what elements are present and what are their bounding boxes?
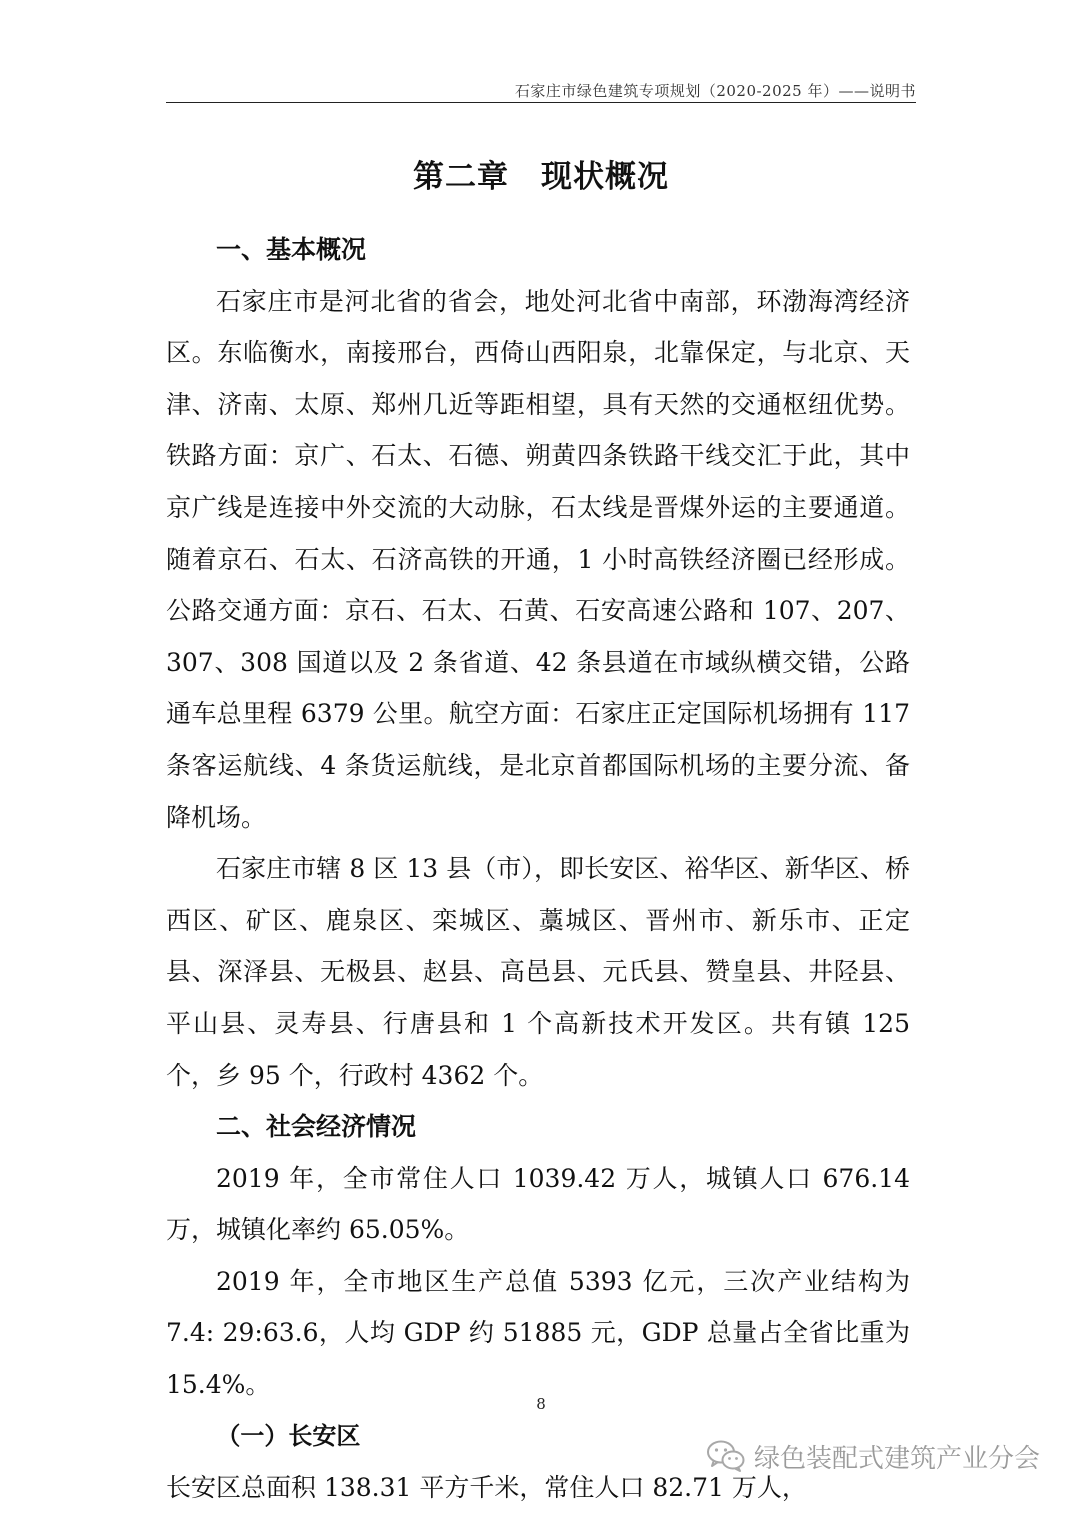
header-divider <box>166 102 916 103</box>
section-heading-basic: 一、基本概况 <box>216 235 367 264</box>
running-header: 石家庄市绿色建筑专项规划（2020-2025 年）——说明书 <box>514 82 916 100</box>
chapter-title: 第二章 现状概况 <box>413 158 669 195</box>
paragraph-population: 2019 年，全市常住人口 1039.42 万人，城镇人口 676.14 万，城镇化率约 65.05%。 <box>166 1163 910 1245</box>
document-body <box>166 224 910 1514</box>
paragraph-administrative-divisions: 石家庄市辖 8 区 13 县（市），即长安区、裕华区、新华区、桥西区、矿区、鹿泉区、栾城区、藁城区、晋州市、新乐市、正定县、深泽县、无极县、赵县、高邑县、元氏县、赞皇县、井陉县、平山县、灵寿县、行唐县和 1 个高新技术开发区。共有镇 125 个，乡 95 个，行政村 4362 个。 <box>166 854 910 1090</box>
paragraph-changan: 长安区总面积 138.31 平方千米，常住人口 82.71 万人， <box>166 1473 807 1503</box>
section-heading-economy: 二、社会经济情况 <box>216 1112 417 1142</box>
wechat-icon <box>706 1439 746 1473</box>
paragraph-location-transport: 石家庄市是河北省的省会，地处河北省中南部，环渤海湾经济区。东临衡水，南接邢台，西倚山西阳泉，北靠保定，与北京、天津、济南、太原、郑州几近等距相望，具有天然的交通枢纽优势。铁路方面：京广、石太、石德、朔黄四条铁路干线交汇于此，其中京广线是连接中外交流的大动脉，石太线是晋煤外运的主要通道。随着京石、石太、石济高铁的开通，1 小时高铁经济圈已经形成。公路交通方面：京石、石太、石黄、石安高速公路和 107、207、307、308 国道以及 2 条省道、42 条县道在市域纵横交错，公路通车总里程 6379 公里。航空方面：石家庄正定国际机场拥有 117 条客运航线、4 条货运航线，是北京首都国际机场的主要分流、备降机场。 <box>166 286 910 832</box>
page-number: 8 <box>536 1395 546 1413</box>
subsection-heading-changan: （一）长安区 <box>216 1421 361 1450</box>
paragraph-gdp: 2019 年，全市地区生产总值 5393 亿元，三次产业结构为 7.4: 29:63.6，人均 GDP 约 51885 元，GDP 总量占全省比重为 15.4%。 <box>166 1266 910 1400</box>
watermark-text: 绿色装配式建筑产业分会 <box>754 1443 1041 1474</box>
watermark <box>706 1436 1040 1476</box>
